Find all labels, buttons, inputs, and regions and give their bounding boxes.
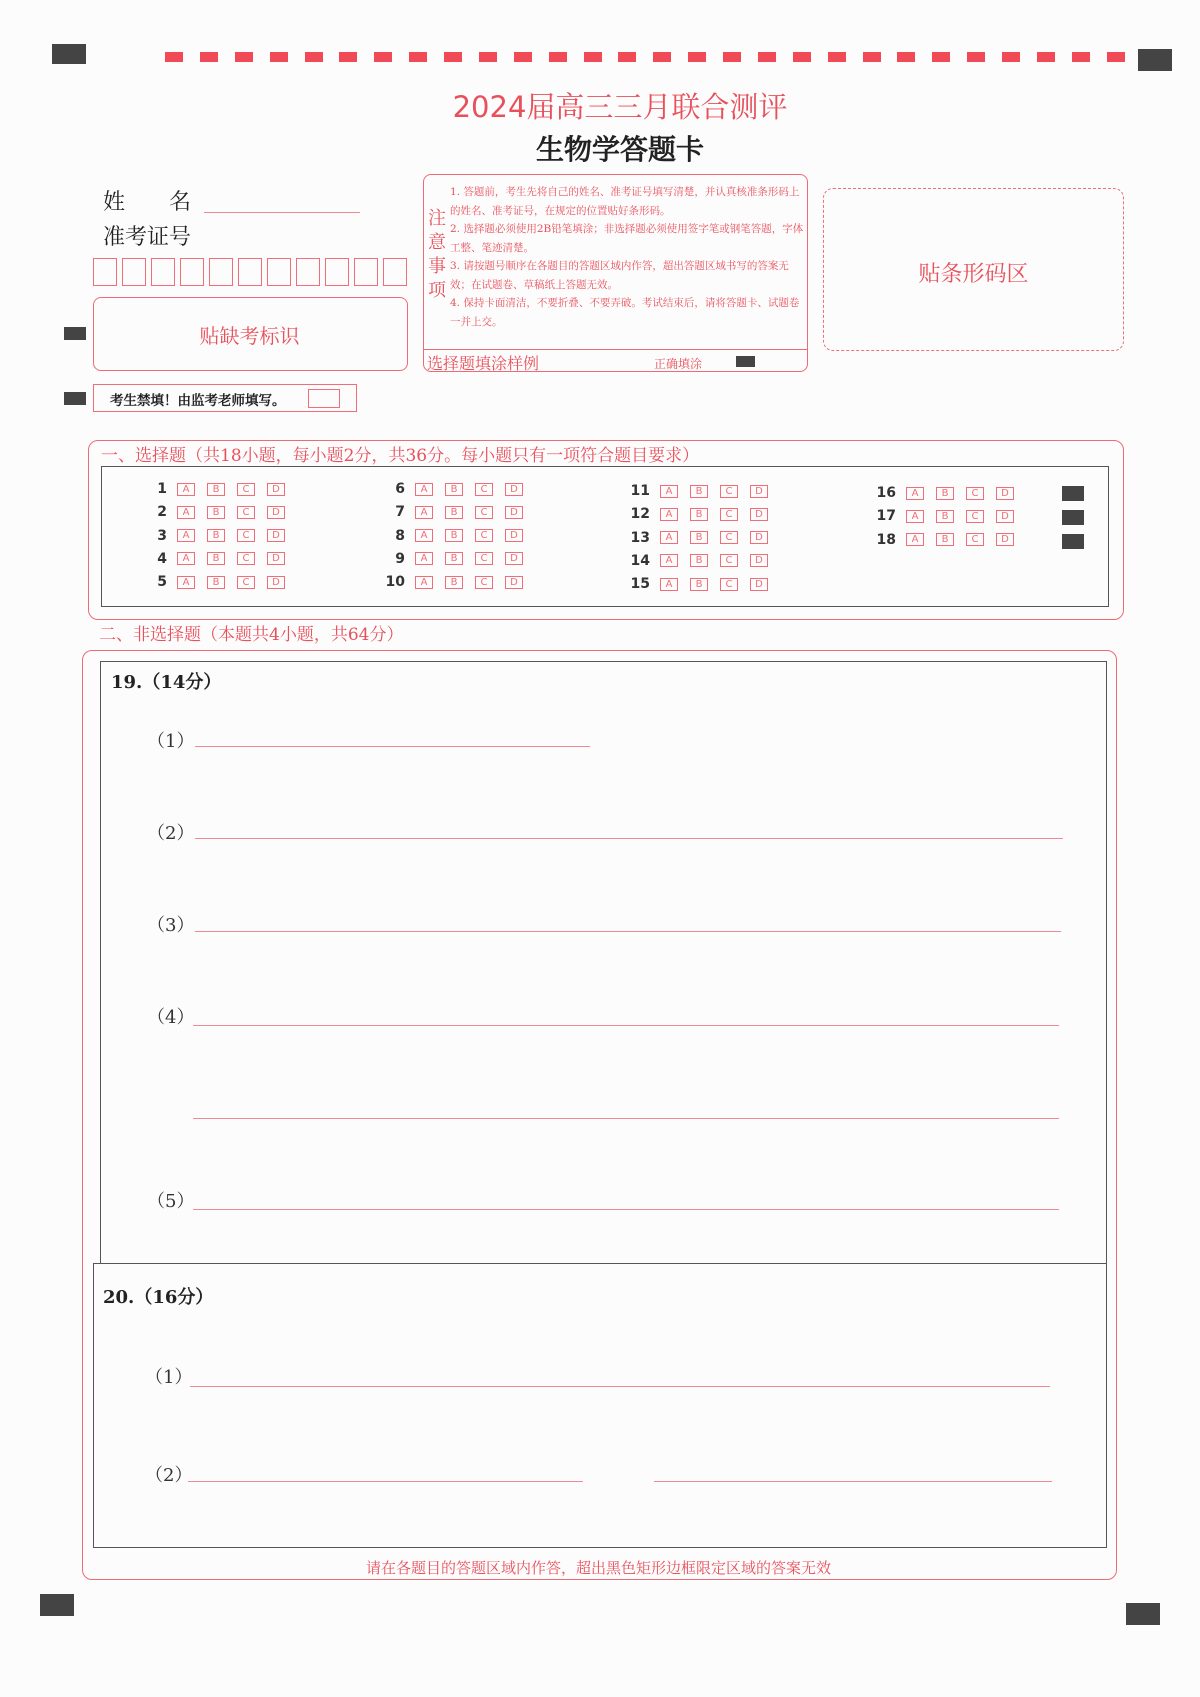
- mc-option-bubble[interactable]: D: [750, 508, 768, 521]
- mc-question-row: [628, 553, 780, 569]
- dash-segment: [932, 52, 950, 62]
- mc-question-row: [383, 504, 535, 520]
- absent-sticker-label: 贴缺考标识: [199, 324, 300, 348]
- mc-option-bubble[interactable]: B: [445, 576, 463, 589]
- dash-segment: [584, 52, 602, 62]
- dash-segment: [1072, 52, 1090, 62]
- mc-option-bubble[interactable]: B: [690, 531, 708, 544]
- corner-mark-bottom-left: [40, 1594, 74, 1616]
- mc-option-bubble[interactable]: D: [505, 483, 523, 496]
- mc-option-bubble[interactable]: B: [207, 506, 225, 519]
- corner-mark-bottom-right: [1126, 1603, 1160, 1625]
- q19-answer-line-5[interactable]: [193, 1209, 1059, 1210]
- mc-section-heading: 一、选择题（共18小题，每小题2分，共36分。每小题只有一项符合题目要求）: [99, 441, 701, 466]
- q19-part-1: （1）: [147, 731, 195, 752]
- mc-question-row: [383, 481, 535, 497]
- mc-option-bubble[interactable]: B: [690, 554, 708, 567]
- mc-question-row: [874, 485, 1026, 501]
- notice-item: 3. 请按题号顺序在各题目的答题区域内作答，超出答题区域书写的答案无效；在试题卷、草稿纸上答题无效。: [450, 260, 789, 291]
- non-mc-section-heading: 二、非选择题（本题共4小题，共64分）: [99, 625, 404, 645]
- mc-option-bubble[interactable]: C: [237, 529, 255, 542]
- dash-segment: [479, 52, 497, 62]
- mc-option-bubble[interactable]: A: [177, 483, 195, 496]
- top-dash-bar: [165, 52, 1125, 62]
- mc-option-bubble[interactable]: B: [445, 506, 463, 519]
- mc-question-number: 13: [630, 529, 650, 546]
- q19-answer-line-4b[interactable]: [193, 1118, 1059, 1119]
- proctor-fill-box[interactable]: [308, 389, 340, 408]
- mc-option-bubble[interactable]: C: [475, 529, 493, 542]
- dash-segment: [514, 52, 532, 62]
- fill-example-label: 选择题填涂样例: [427, 354, 540, 373]
- mc-option-bubble[interactable]: C: [237, 506, 255, 519]
- notice-item: 4. 保持卡面清洁，不要折叠、不要弄破。考试结束后，请将答题卡、试题卷一并上交。: [450, 297, 800, 328]
- dash-segment: [653, 52, 671, 62]
- mc-question-row: [145, 504, 297, 520]
- id-digit-cell[interactable]: [122, 258, 146, 286]
- exam-title: 2024届高三三月联合测评: [452, 90, 788, 124]
- mc-question-row: [145, 481, 297, 497]
- mc-option-bubble[interactable]: D: [267, 529, 285, 542]
- q19-part-3: （3）: [147, 915, 195, 936]
- mc-question-number: 17: [876, 508, 896, 525]
- mc-option-bubble[interactable]: C: [966, 487, 984, 500]
- mc-option-bubble[interactable]: D: [996, 510, 1014, 523]
- mc-question-row: [145, 551, 297, 567]
- corner-mark-top-left: [52, 44, 86, 64]
- mc-question-number: 1: [157, 481, 167, 497]
- q19-answer-line-1[interactable]: [195, 746, 590, 747]
- mc-option-bubble[interactable]: C: [475, 483, 493, 496]
- mc-option-bubble[interactable]: C: [720, 531, 738, 544]
- mc-question-number: 18: [876, 531, 896, 548]
- card-title: 生物学答题卡: [535, 133, 704, 166]
- mc-option-bubble[interactable]: A: [177, 552, 195, 565]
- dash-segment: [235, 52, 253, 62]
- q19-part-4: （4）: [147, 1007, 195, 1028]
- mc-option-bubble[interactable]: B: [936, 487, 954, 500]
- mc-option-bubble[interactable]: A: [415, 529, 433, 542]
- id-digit-cell[interactable]: [354, 258, 378, 286]
- mc-option-bubble[interactable]: D: [996, 533, 1014, 546]
- mc-option-bubble[interactable]: D: [267, 483, 285, 496]
- mc-option-bubble[interactable]: A: [415, 506, 433, 519]
- mc-option-bubble[interactable]: C: [966, 510, 984, 523]
- id-digit-cell[interactable]: [325, 258, 349, 286]
- dash-segment: [758, 52, 776, 62]
- notice-items: [450, 183, 808, 331]
- mc-option-bubble[interactable]: C: [475, 506, 493, 519]
- dash-segment: [444, 52, 462, 62]
- mc-option-bubble[interactable]: C: [237, 483, 255, 496]
- mc-option-bubble[interactable]: D: [267, 576, 285, 589]
- dash-segment: [897, 52, 915, 62]
- mc-option-bubble[interactable]: D: [505, 529, 523, 542]
- id-digit-cell[interactable]: [383, 258, 407, 286]
- mc-option-bubble[interactable]: B: [936, 533, 954, 546]
- q19-answer-line-4a[interactable]: [193, 1025, 1059, 1026]
- mc-question-number: 7: [395, 504, 405, 521]
- name-field[interactable]: [204, 192, 360, 213]
- mc-option-bubble[interactable]: B: [936, 510, 954, 523]
- mc-option-bubble[interactable]: A: [415, 576, 433, 589]
- q20-answer-line-2b[interactable]: [654, 1481, 1052, 1482]
- mc-option-bubble[interactable]: A: [415, 552, 433, 565]
- dash-segment: [793, 52, 811, 62]
- mc-option-bubble[interactable]: B: [445, 529, 463, 542]
- mc-option-bubble[interactable]: D: [750, 485, 768, 498]
- mc-option-bubble[interactable]: D: [996, 487, 1014, 500]
- mc-question-number: 6: [395, 481, 405, 497]
- name-label: 姓 名: [103, 190, 192, 215]
- corner-mark-top-right: [1138, 49, 1172, 71]
- mc-option-bubble[interactable]: C: [720, 554, 738, 567]
- id-digit-cell[interactable]: [180, 258, 204, 286]
- notice-divider: [423, 349, 808, 350]
- mc-option-bubble[interactable]: A: [660, 578, 678, 591]
- mc-option-bubble[interactable]: A: [660, 531, 678, 544]
- mc-question-row: [628, 530, 780, 546]
- mc-question-number: 4: [157, 550, 167, 567]
- mc-question-row: [628, 483, 780, 499]
- mc-option-bubble[interactable]: B: [690, 578, 708, 591]
- notice-label: 注意事项: [428, 208, 446, 301]
- id-digit-cell[interactable]: [238, 258, 262, 286]
- mc-option-bubble[interactable]: A: [177, 529, 195, 542]
- dash-segment: [828, 52, 846, 62]
- mc-question-row: [874, 508, 1026, 524]
- dash-segment: [409, 52, 427, 62]
- mc-question-number: 16: [876, 485, 896, 501]
- dash-segment: [723, 52, 741, 62]
- q19-answer-line-3[interactable]: [195, 931, 1061, 932]
- mc-option-bubble[interactable]: B: [207, 576, 225, 589]
- mc-option-bubble[interactable]: D: [750, 578, 768, 591]
- mc-option-bubble[interactable]: B: [690, 508, 708, 521]
- timing-mark: [64, 392, 86, 405]
- mc-option-bubble[interactable]: A: [906, 510, 924, 523]
- dash-segment: [374, 52, 392, 62]
- mc-question-number: 5: [157, 574, 167, 591]
- mc-question-row: [383, 551, 535, 567]
- q20-part-1: （1）: [145, 1367, 193, 1388]
- mc-option-bubble[interactable]: B: [207, 529, 225, 542]
- q19-part-5: （5）: [147, 1191, 195, 1212]
- dash-segment: [549, 52, 567, 62]
- mc-option-bubble[interactable]: D: [267, 506, 285, 519]
- q20-part-2: （2）: [145, 1465, 193, 1486]
- mc-option-bubble[interactable]: B: [690, 485, 708, 498]
- mc-option-bubble[interactable]: A: [660, 485, 678, 498]
- mc-option-bubble[interactable]: C: [237, 576, 255, 589]
- mc-question-row: [145, 528, 297, 544]
- q19-answer-line-2[interactable]: [195, 838, 1063, 839]
- footer-note: 请在各题目的答题区域内作答，超出黑色矩形边框限定区域的答案无效: [365, 1559, 831, 1577]
- q19-part-2: （2）: [147, 823, 195, 844]
- correct-fill-label: 正确填涂: [654, 357, 703, 371]
- mc-option-bubble[interactable]: C: [475, 576, 493, 589]
- mc-option-bubble[interactable]: A: [906, 487, 924, 500]
- mc-option-bubble[interactable]: A: [177, 506, 195, 519]
- mc-option-bubble[interactable]: D: [750, 531, 768, 544]
- dash-segment: [270, 52, 288, 62]
- mc-option-bubble[interactable]: B: [207, 483, 225, 496]
- mc-option-bubble[interactable]: D: [505, 552, 523, 565]
- dash-segment: [688, 52, 706, 62]
- mc-question-row: [145, 574, 297, 590]
- mc-option-bubble[interactable]: C: [720, 578, 738, 591]
- id-label: 准考证号: [103, 225, 192, 250]
- mc-option-bubble[interactable]: B: [445, 552, 463, 565]
- q20-box: [93, 1263, 1107, 1548]
- mc-option-bubble[interactable]: C: [966, 533, 984, 546]
- dash-segment: [1037, 52, 1055, 62]
- mc-option-bubble[interactable]: A: [660, 554, 678, 567]
- id-digit-cell[interactable]: [151, 258, 175, 286]
- mc-question-number: 12: [630, 506, 650, 523]
- correct-fill-sample: [736, 356, 755, 367]
- timing-mark: [1062, 486, 1084, 501]
- id-digit-cell[interactable]: [93, 258, 117, 286]
- q20-answer-line-2a[interactable]: [188, 1481, 583, 1482]
- proctor-note: 考生禁填！由监考老师填写。: [110, 393, 286, 409]
- dash-segment: [165, 52, 183, 62]
- mc-option-bubble[interactable]: B: [207, 552, 225, 565]
- mc-question-row: [383, 574, 535, 590]
- mc-option-bubble[interactable]: A: [415, 483, 433, 496]
- mc-option-bubble[interactable]: A: [906, 533, 924, 546]
- dash-segment: [967, 52, 985, 62]
- mc-option-bubble[interactable]: D: [750, 554, 768, 567]
- id-number-cells[interactable]: [93, 258, 412, 290]
- mc-question-number: 9: [395, 550, 405, 567]
- mc-option-bubble[interactable]: C: [720, 485, 738, 498]
- mc-question-row: [628, 506, 780, 522]
- mc-option-bubble[interactable]: A: [660, 508, 678, 521]
- q20-title: 20.（16分）: [103, 1287, 214, 1308]
- mc-question-number: 10: [385, 574, 405, 591]
- id-digit-cell[interactable]: [267, 258, 291, 286]
- mc-option-bubble[interactable]: D: [505, 506, 523, 519]
- mc-question-number: 14: [630, 552, 650, 569]
- mc-question-number: 11: [630, 483, 650, 499]
- q19-box: [100, 661, 1107, 1264]
- q19-title: 19.（14分）: [111, 672, 222, 693]
- mc-question-row: [628, 576, 780, 592]
- mc-question-row: [383, 528, 535, 544]
- dash-segment: [200, 52, 218, 62]
- mc-question-number: 3: [157, 527, 167, 544]
- mc-option-bubble[interactable]: C: [720, 508, 738, 521]
- dash-segment: [618, 52, 636, 62]
- timing-mark: [64, 327, 86, 340]
- id-digit-cell[interactable]: [209, 258, 233, 286]
- mc-question-number: 2: [157, 504, 167, 521]
- notice-item: 2. 选择题必须使用2B铅笔填涂；非选择题必须使用签字笔或钢笔答题，字体工整、笔迹清楚。: [450, 223, 804, 254]
- dash-segment: [339, 52, 357, 62]
- dash-segment: [1002, 52, 1020, 62]
- timing-mark: [1062, 534, 1084, 549]
- id-digit-cell[interactable]: [296, 258, 320, 286]
- mc-option-bubble[interactable]: D: [267, 552, 285, 565]
- mc-question-row: [874, 532, 1026, 548]
- mc-question-number: 15: [630, 576, 650, 593]
- mc-question-number: 8: [395, 527, 405, 544]
- dash-segment: [1107, 52, 1125, 62]
- mc-option-bubble[interactable]: D: [505, 576, 523, 589]
- mc-option-bubble[interactable]: C: [237, 552, 255, 565]
- dash-segment: [305, 52, 323, 62]
- timing-mark: [1062, 510, 1084, 525]
- q20-answer-line-1[interactable]: [190, 1386, 1050, 1387]
- notice-item: 1. 答题前，考生先将自己的姓名、准考证号填写清楚，并认真核准条形码上的姓名、准考证号，在规定的位置贴好条形码。: [450, 186, 800, 217]
- barcode-label: 贴条形码区: [918, 262, 1029, 287]
- mc-option-bubble[interactable]: A: [177, 576, 195, 589]
- mc-option-bubble[interactable]: C: [475, 552, 493, 565]
- mc-option-bubble[interactable]: B: [445, 483, 463, 496]
- dash-segment: [863, 52, 881, 62]
